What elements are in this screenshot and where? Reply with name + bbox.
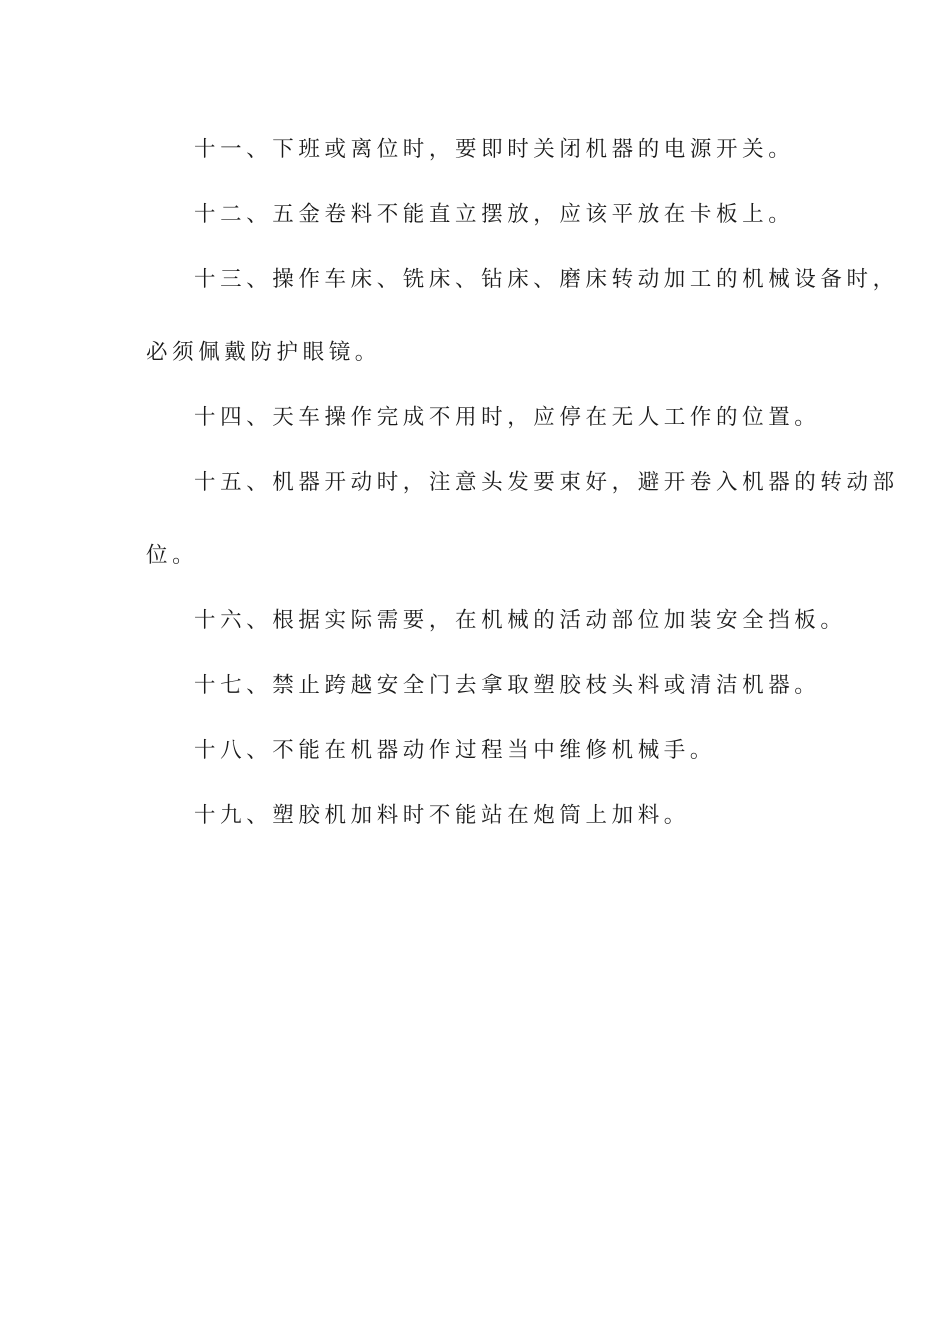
paragraph-14: 十四、天车操作完成不用时，应停在无人工作的位置。 (194, 405, 821, 430)
paragraph-12: 十二、五金卷料不能直立摆放，应该平放在卡板上。 (194, 202, 795, 227)
paragraph-19: 十九、塑胶机加料时不能站在炮筒上加料。 (194, 803, 690, 828)
document-body (146, 134, 899, 832)
paragraph-11: 十一、下班或离位时，要即时关闭机器的电源开关。 (194, 137, 795, 162)
paragraph-17: 十七、禁止跨越安全门去拿取塑胶枝头料或清洁机器。 (194, 673, 821, 698)
paragraph-18: 十八、不能在机器动作过程当中维修机械手。 (194, 738, 717, 763)
paragraph-15-line-2: 位。 (146, 543, 199, 568)
paragraph-16: 十六、根据实际需要，在机械的活动部位加装安全挡板。 (194, 608, 847, 633)
paragraph-15-line-1: 十五、机器开动时，注意头发要束好，避开卷入机器的转动部 (194, 470, 899, 495)
paragraph-13-line-2: 必须佩戴防护眼镜。 (146, 340, 381, 365)
paragraph-13-line-1: 十三、操作车床、铣床、钻床、磨床转动加工的机械设备时， (194, 267, 899, 292)
